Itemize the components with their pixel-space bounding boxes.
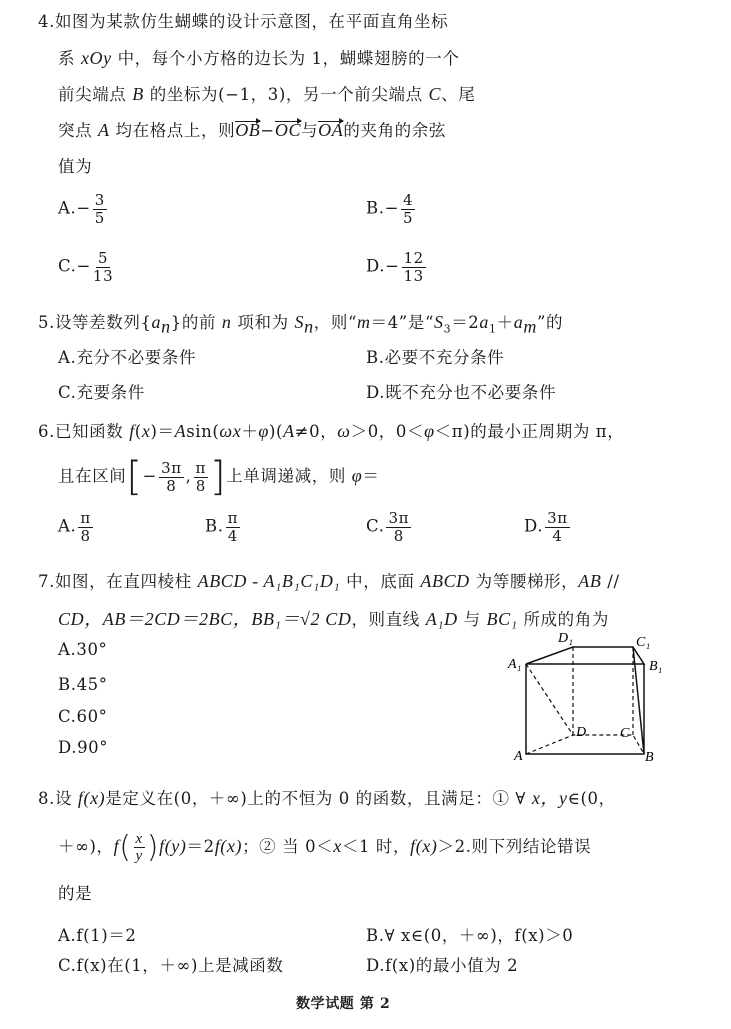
text: 8.设 [38, 789, 78, 808]
text: )＝ [150, 422, 175, 441]
fraction [545, 510, 570, 544]
paren: ( [119, 830, 132, 865]
q7-option-b: B.45° [58, 675, 108, 694]
math: ABCD [420, 571, 470, 591]
label-a1: A₁ [508, 657, 522, 672]
math: CD，AB＝2CD＝2BC，BB₁＝√2 CD [58, 609, 352, 629]
q4-option-a [58, 192, 109, 226]
q5-line1 [38, 309, 563, 337]
text: 的夹角的余弦 [343, 121, 446, 140]
q8-line1 [38, 784, 616, 810]
math: C [428, 84, 442, 104]
q7-option-c: C.60° [58, 707, 108, 726]
q4-line4 [58, 117, 446, 141]
vector-oa: OA [318, 120, 344, 140]
q4-line5: 值为 [58, 157, 93, 176]
q4-line1: 4.如图为某款仿生蝴蝶的设计示意图，在平面直角坐标 [38, 12, 449, 31]
option-label: A.− [58, 198, 91, 218]
fraction [226, 510, 240, 544]
q4-option-b [366, 192, 417, 226]
denominator: 5 [94, 208, 105, 227]
label-d1: D₁ [558, 631, 573, 646]
denominator: 4 [552, 526, 563, 545]
math: BC₁ [486, 609, 518, 629]
q6-option-a [58, 510, 95, 544]
text: 项和为 [231, 313, 295, 332]
math: ωx [219, 421, 242, 441]
q6-line1 [38, 418, 624, 442]
text: ＞0，0＜ [350, 422, 425, 441]
math: ω [337, 421, 351, 441]
math: x [141, 421, 151, 441]
text: // [601, 572, 620, 591]
text: ＞2.则下列结论错误 [437, 837, 592, 856]
numerator: π [80, 509, 91, 527]
label-a: A [514, 749, 523, 764]
text: ，则直线 [351, 610, 426, 629]
text: ＝4”是“ [370, 313, 434, 332]
text: ≠0， [294, 422, 338, 441]
numerator: 5 [97, 249, 109, 267]
denominator: y [135, 848, 143, 864]
page-footer: 数学试题 第 2 [296, 996, 391, 1012]
q6-option-d [524, 510, 572, 544]
math: A [283, 421, 295, 441]
fraction [159, 460, 184, 494]
text: 与 [301, 121, 319, 140]
text: ＝ [362, 466, 380, 486]
math: x [333, 836, 342, 856]
math: φ [258, 421, 269, 441]
math: m [357, 312, 371, 332]
math: 1 [489, 322, 497, 336]
math: n [161, 316, 171, 337]
label-d: D [576, 725, 587, 740]
text: ( [134, 422, 142, 441]
text: ＝2 [186, 837, 215, 856]
q4-option-c [58, 250, 115, 284]
math: f(y) [159, 836, 187, 856]
denominator: 4 [227, 526, 238, 545]
text: 7.如图，在直四棱柱 [38, 572, 198, 591]
numerator: 12 [403, 249, 424, 267]
text: 5.设等差数列{ [38, 313, 152, 332]
bracket: ] [210, 454, 227, 500]
text: 、尾 [441, 85, 476, 104]
q7-line1 [38, 568, 620, 592]
math: f(x) [214, 836, 243, 856]
q5-option-c: C.充要条件 [58, 383, 145, 402]
vector-oc: OC [274, 120, 302, 140]
label-c1: C₁ [636, 635, 651, 650]
math: A [174, 421, 187, 441]
math: ABCD - A₁B₁C₁D₁ [197, 571, 341, 591]
q8-line3: 的是 [58, 884, 93, 903]
math: f [113, 836, 120, 856]
q6-option-b [205, 510, 242, 544]
text: ＋ [496, 313, 514, 332]
q7-option-a: A.30° [58, 640, 108, 659]
label-c: C [620, 726, 630, 741]
numerator: π [195, 459, 206, 477]
text: }的前 [170, 313, 222, 332]
denominator: 5 [403, 208, 414, 227]
fraction [78, 510, 92, 544]
q7-option-d: D.90° [58, 738, 109, 757]
q5-option-a: A.充分不必要条件 [58, 348, 197, 367]
q8-option-d: D.f(x)的最小值为 2 [366, 956, 519, 975]
option-label: C.− [58, 256, 91, 276]
fraction [134, 831, 145, 865]
butterfly-figure [500, 0, 731, 180]
bracket: [ [126, 454, 143, 500]
label-b: B [645, 750, 654, 765]
math: f(x) [77, 788, 106, 808]
math: a [479, 312, 490, 332]
denominator: 8 [393, 526, 404, 545]
text: 为等腰梯形， [469, 572, 579, 591]
q8-line2 [58, 830, 591, 865]
q5-option-b: B.必要不充分条件 [366, 348, 505, 367]
prism-figure [490, 620, 731, 770]
math: n [304, 316, 314, 337]
q6-line2: 且在区间[− $\frac{3\pi}{8}$ , $\frac{\pi}{8}$ ]上单调递减，则 φ＝ [58, 454, 380, 500]
text: − [260, 121, 275, 140]
option-label: A. [58, 516, 77, 536]
text: ”的 [536, 313, 564, 332]
text: ＋ [241, 422, 259, 441]
math: S [294, 312, 305, 332]
denominator: 8 [80, 526, 91, 545]
math: m [523, 316, 537, 337]
math: f(x) [410, 836, 438, 856]
text: 且在区间 [58, 466, 127, 486]
fraction [401, 192, 415, 226]
option-label: D.− [366, 256, 400, 276]
paren: ) [146, 830, 160, 865]
text: 所成的角为 [517, 610, 609, 629]
text: 系 [58, 49, 81, 68]
text: )( [268, 422, 284, 441]
math: 3 [443, 322, 452, 336]
text: 中，底面 [340, 572, 421, 591]
text: 是定义在(0，＋∞)上的不恒为 0 的函数，且满足：① ∀ [105, 789, 532, 808]
numerator: x [135, 830, 143, 847]
text: 突点 [58, 121, 99, 140]
fraction [93, 250, 113, 284]
fraction [402, 250, 426, 284]
math: a [151, 312, 162, 332]
denominator: 8 [195, 476, 206, 495]
text: ＝2 [451, 313, 480, 332]
math: A₁D [425, 609, 458, 629]
vector-ob: OB [235, 120, 261, 140]
text: 上单调递减，则 [226, 466, 352, 486]
math: AB [578, 571, 602, 591]
text: ；② 当 0＜ [242, 837, 334, 856]
math: B [132, 84, 144, 104]
text: sin( [186, 422, 220, 441]
denominator: 8 [166, 476, 177, 495]
text: 前尖端点 [58, 85, 133, 104]
math: S [433, 312, 444, 332]
text: 与 [457, 610, 487, 629]
text: 均在格点上，则 [109, 121, 236, 140]
q8-option-c: C.f(x)在(1，＋∞)上是减函数 [58, 956, 284, 975]
option-label: D. [524, 516, 544, 536]
fraction [194, 460, 208, 494]
q8-option-b: B.∀ x∈(0，＋∞)，f(x)＞0 [366, 926, 574, 945]
text: 中，每个小方格的边长为 1，蝴蝶翅膀的一个 [111, 49, 460, 68]
q4-option-d [366, 250, 428, 284]
numerator: 3π [161, 459, 182, 477]
q8-option-a: A.f(1)＝2 [58, 926, 137, 945]
text: ＋∞)， [58, 837, 114, 856]
numerator: 4 [403, 191, 414, 209]
numerator: 3π [388, 509, 410, 527]
denominator: 13 [403, 266, 424, 285]
option-label: C. [366, 516, 385, 536]
math: φ [351, 465, 363, 486]
numerator: 3π [547, 509, 568, 527]
label-b1: B₁ [649, 659, 663, 674]
option-label: B.− [366, 198, 399, 218]
numerator: 3 [94, 191, 105, 209]
fraction [386, 510, 411, 544]
text: 的坐标为(−1，3)，另一个前尖端点 [143, 85, 429, 104]
denominator: 13 [92, 266, 114, 285]
text: ＜π)的最小正周期为 π， [434, 422, 625, 441]
math: a [513, 312, 524, 332]
option-label: B. [205, 516, 224, 536]
text: 6.已知函数 [38, 422, 130, 441]
text: ∈(0， [567, 789, 616, 808]
math: x，y [531, 788, 568, 808]
q4-line3 [58, 81, 475, 105]
text: ，则“ [313, 313, 357, 332]
math: A [98, 120, 110, 140]
math: xOy [80, 48, 112, 68]
fraction [93, 192, 107, 226]
math: f [129, 421, 135, 441]
text: ＜1 时， [341, 837, 411, 856]
q5-option-d: D.既不充分也不必要条件 [366, 383, 557, 402]
q6-option-c [366, 510, 413, 544]
math: φ [424, 421, 435, 441]
math: n [221, 312, 232, 332]
numerator: π [227, 509, 239, 527]
q4-line2 [58, 45, 459, 69]
